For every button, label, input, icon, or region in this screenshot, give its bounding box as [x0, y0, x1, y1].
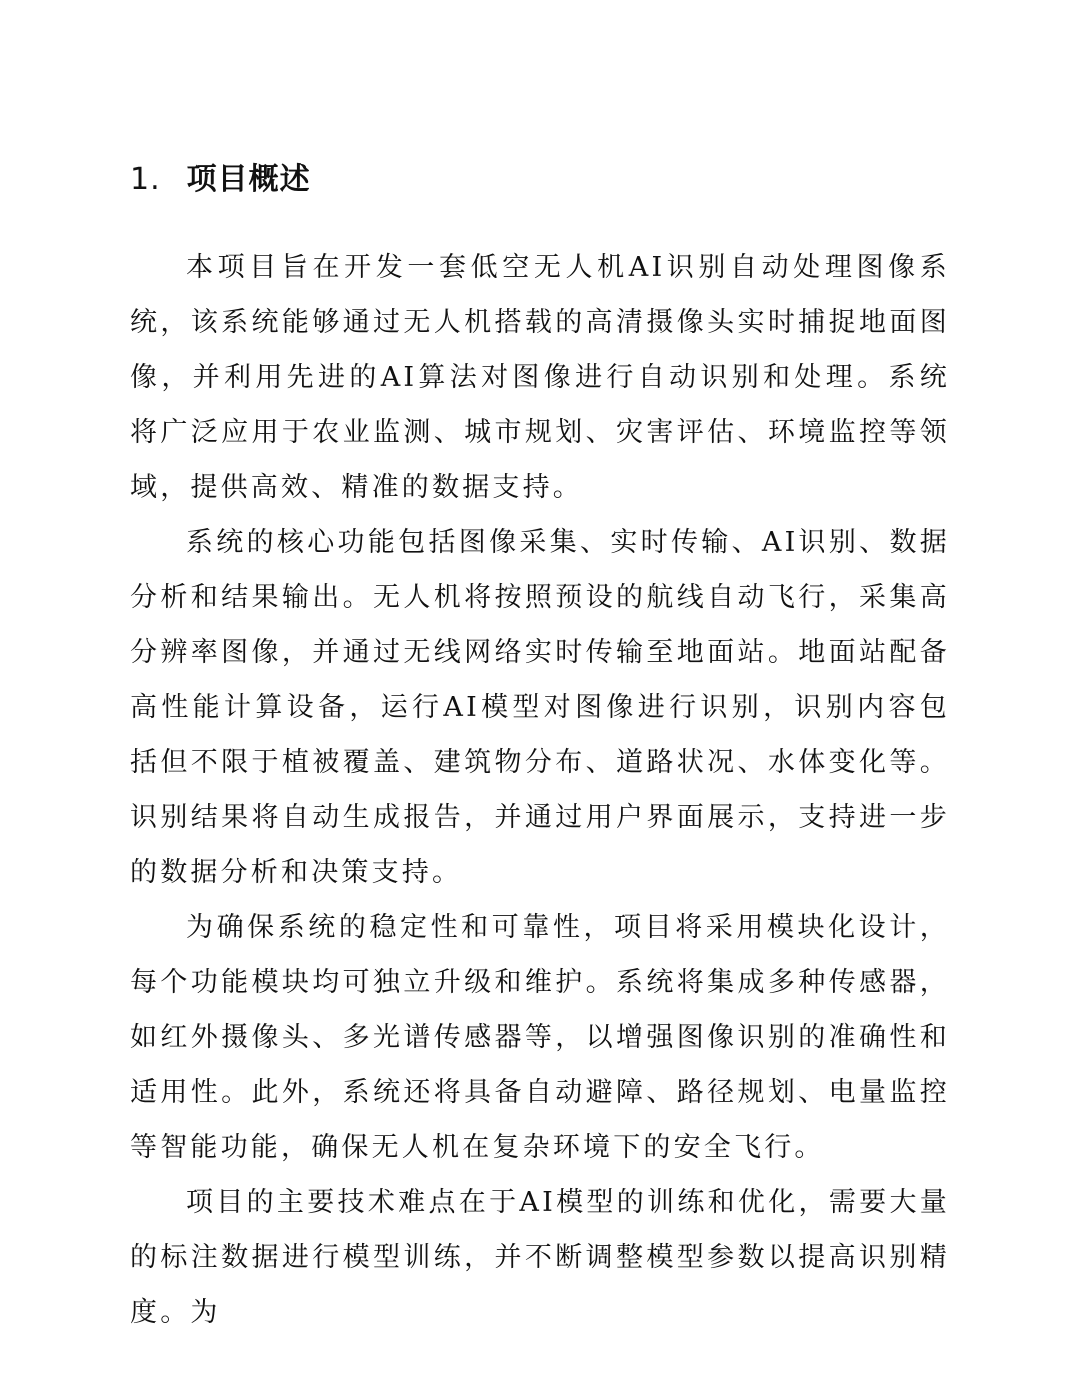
paragraph-core-functions: 系统的核心功能包括图像采集、实时传输、AI识别、数据分析和结果输出。无人机将按照预设的航线自动飞行，采集高分辨率图像，并通过无线网络实时传输至地面站。地面站配备高性能计算设备，运行AI模型对图像进行识别，识别内容包括但不限于植被覆盖、建筑物分布、道路状况、水体变化等。识别结果将自动生成报告，并通过用户界面展示，支持进一步的数据分析和决策支持。	[130, 527, 950, 888]
body-text	[130, 240, 950, 1340]
section-heading	[130, 158, 311, 202]
section-number: 1.	[130, 162, 161, 197]
paragraph-overview: 本项目旨在开发一套低空无人机AI识别自动处理图像系统，该系统能够通过无人机搭载的高清摄像头实时捕捉地面图像，并利用先进的AI算法对图像进行自动识别和处理。系统将广泛应用于农业监测、城市规划、灾害评估、环境监控等领域，提供高效、精准的数据支持。	[130, 252, 950, 503]
paragraph-technical-difficulty: 项目的主要技术难点在于AI模型的训练和优化，需要大量的标注数据进行模型训练，并不断调整模型参数以提高识别精度。为	[130, 1187, 950, 1328]
paragraph-reliability: 为确保系统的稳定性和可靠性，项目将采用模块化设计，每个功能模块均可独立升级和维护。系统将集成多种传感器，如红外摄像头、多光谱传感器等，以增强图像识别的准确性和适用性。此外，系统还将具备自动避障、路径规划、电量监控等智能功能，确保无人机在复杂环境下的安全飞行。	[130, 912, 950, 1163]
section-title: 项目概述	[186, 162, 311, 197]
